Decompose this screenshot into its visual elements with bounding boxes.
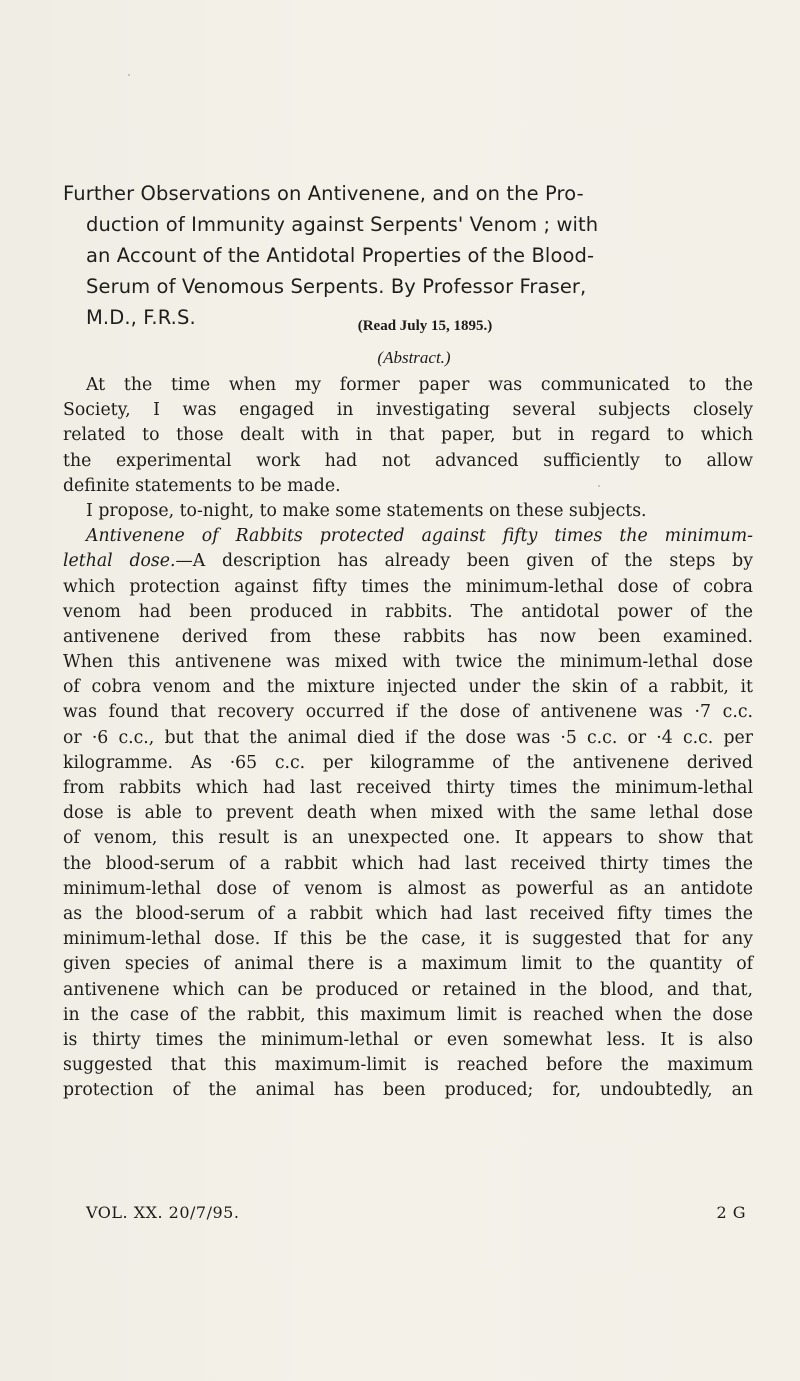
signature-mark: 2 G <box>716 1203 746 1222</box>
text-line: antivenene which can be produced or retained in the blood, and that, <box>63 979 753 1000</box>
text-line: related to those dealt with in that paper, but in regard to which <box>63 425 753 446</box>
text-line: When this antivenene was mixed with twice the minimum-lethal dose <box>63 652 753 673</box>
text-line: minimum-lethal dose of venom is almost as powerful as an antidote <box>63 878 753 899</box>
text-line <box>86 524 753 549</box>
title-line: duction of Immunity against Serpents' Venom ; with <box>86 213 599 236</box>
paper-speck <box>598 485 600 487</box>
paragraph-intro <box>63 373 753 398</box>
text-line: from rabbits which had last received thirty times the minimum-lethal <box>63 778 753 798</box>
text-line: protection of the animal has been produced; for, undoubtedly, an <box>63 1080 753 1101</box>
paragraph-lead: —A description has already been given of the steps by <box>175 551 753 572</box>
text-line: is thirty times the minimum-lethal or even somewhat less. It is also <box>63 1029 753 1050</box>
paper-title <box>63 178 753 333</box>
text-line: dose is able to prevent death when mixed with the same lethal dose <box>63 803 753 824</box>
text-line: or ·6 c.c., but that the animal died if the dose was ·5 c.c. or ·4 c.c. per <box>63 727 753 748</box>
volume-line: VOL. XX. 20/7/95. <box>86 1203 240 1222</box>
text-line: minimum-lethal dose. If this be the case, it is suggested that for any <box>63 929 753 950</box>
text-line: suggested that this maximum-limit is reached before the maximum <box>63 1055 753 1076</box>
title-line: M.D., F.R.S. <box>86 306 196 329</box>
text-line: Society, I was engaged in investigating several subjects closely <box>63 400 753 421</box>
paragraph-propose <box>63 499 753 524</box>
paper-speck <box>128 74 130 76</box>
text-line: antivenene derived from these rabbits has now been examined. <box>63 626 753 647</box>
text-line: of cobra venom and the mixture injected under the skin of a rabbit, it <box>63 677 753 698</box>
text-line: I propose, to-night, to make some statements on these subjects. <box>86 500 647 521</box>
section-heading-cont: lethal dose. <box>63 551 176 572</box>
text-line: which protection against fifty times the minimum-lethal dose of cobra <box>63 576 753 597</box>
text-line: the blood-serum of a rabbit which had last received thirty times the <box>63 853 753 874</box>
text-line: in the case of the rabbit, this maximum limit is reached when the dose <box>63 1004 753 1025</box>
page-footer <box>86 1203 746 1222</box>
section-heading-text: Antivenene of Rabbits protected against fifty times the minimum- <box>86 526 753 547</box>
title-line: an Account of the Antidotal Properties of the Blood- <box>86 244 595 267</box>
text-line: was found that recovery occurred if the dose of antivenene was ·7 c.c. <box>63 702 753 723</box>
text-line: the experimental work had not advanced sufficiently to allow <box>63 450 753 471</box>
title-line: Serum of Venomous Serpents. By Professor Fraser, <box>86 275 587 298</box>
title-line: Further Observations on Antivenene, and on the Pro- <box>63 182 584 205</box>
read-date: (Read July 15, 1895.) <box>357 318 493 334</box>
body-text <box>63 373 753 1103</box>
text-line: given species of animal there is a maximum limit to the quantity of <box>63 954 753 975</box>
text-line: as the blood-serum of a rabbit which had last received fifty times the <box>63 903 753 924</box>
section-heading <box>63 524 753 549</box>
text-line: definite statements to be made. <box>63 475 341 496</box>
abstract-label: (Abstract.) <box>377 348 451 367</box>
text-line: At the time when my former paper was communicated to the <box>86 375 753 395</box>
text-line: venom had been produced in rabbits. The antidotal power of the <box>63 601 753 622</box>
text-line: kilogramme. As ·65 c.c. per kilogramme of the antivenene derived <box>63 752 753 773</box>
text-line <box>63 549 753 574</box>
text-line: of venom, this result is an unexpected one. It appears to show that <box>63 828 753 849</box>
